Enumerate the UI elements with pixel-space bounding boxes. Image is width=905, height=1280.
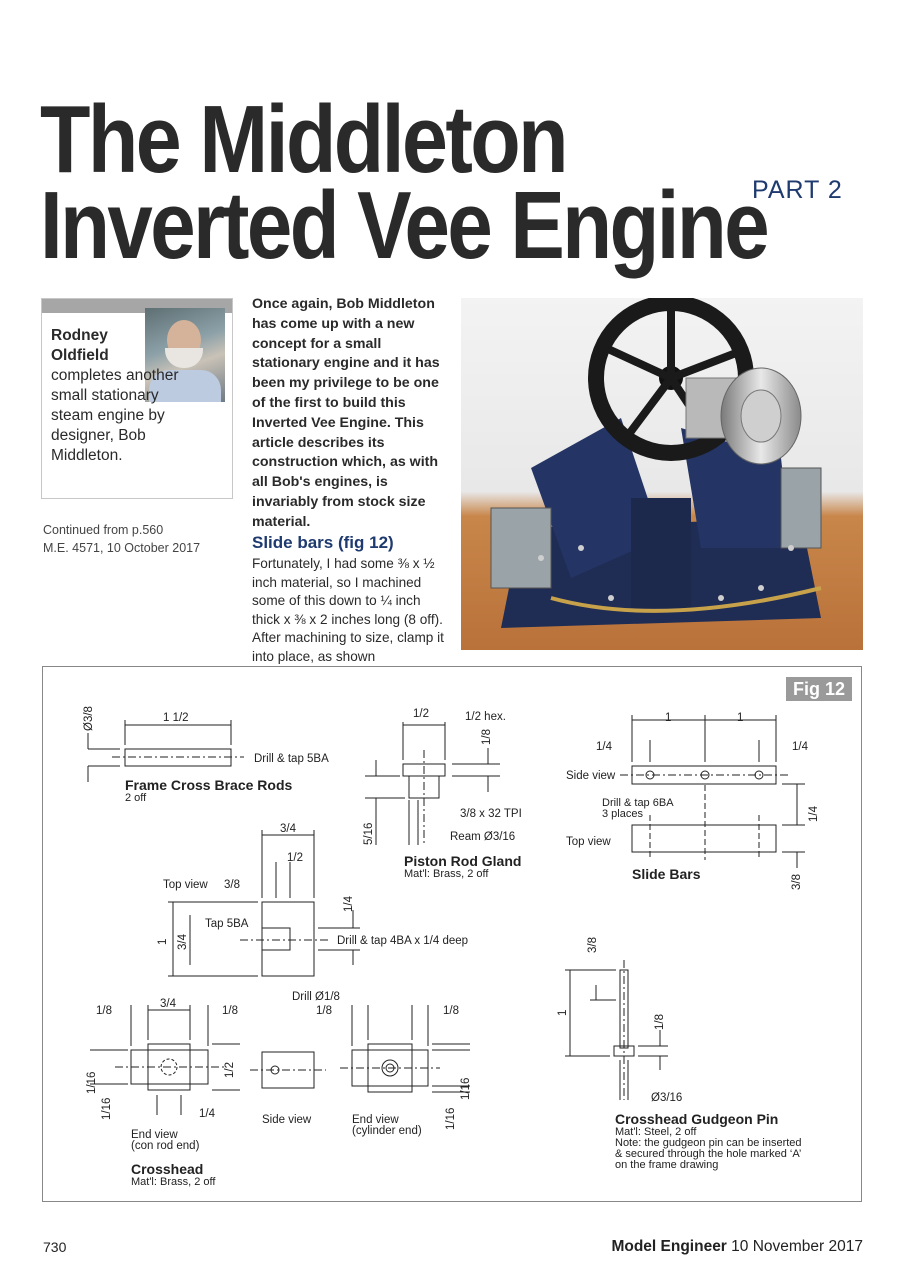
sb-side: Side view [566, 770, 616, 782]
figure-frame [42, 666, 862, 1202]
cht-d6: 3/4 [177, 934, 189, 950]
continued-line-1: Continued from p.560 [43, 523, 164, 537]
footer-date: 10 November 2017 [731, 1238, 863, 1255]
fcb-qty: 2 off [125, 792, 147, 804]
prg-mat: Mat'l: Brass, 2 off [404, 868, 489, 880]
gp-d2: 1 [557, 1009, 569, 1016]
author-first-name: Rodney [51, 327, 108, 344]
fcb-dim-dia: Ø3/8 [83, 706, 95, 731]
title-line-1: The Middleton [40, 86, 566, 193]
gp-title: Crosshead Gudgeon Pin [615, 1111, 779, 1127]
fcb-title: Frame Cross Brace Rods [125, 777, 293, 793]
gp-mat: Mat'l: Steel, 2 off [615, 1126, 697, 1138]
author-last-name: Oldfield [51, 347, 109, 364]
ch-title: Crosshead [131, 1161, 204, 1177]
prg-n2: Ream Ø3/16 [450, 831, 516, 843]
sb-d4: 1/4 [792, 741, 808, 753]
ch-d7: 1/4 [199, 1108, 215, 1120]
ch-side: Side view [262, 1114, 312, 1126]
continued-line-2: M.E. 4571, 10 October 2017 [43, 541, 201, 555]
ch-d8: 1/8 [316, 1005, 332, 1017]
intro-paragraph: Once again, Bob Middleton has come up with a new concept for a small stationary engine and it has been my privilege to be one of the first to build this Inverted Vee Engine. This article describes its construction which, as with all Bob's engines, is invariably from stock size material. [252, 296, 440, 530]
sb-top: Top view [566, 836, 611, 848]
title-line-2: Inverted Vee Engine [40, 172, 768, 279]
sb-d6: 3/8 [791, 874, 803, 890]
gp-note3: on the frame drawing [615, 1159, 719, 1171]
engine-photo [461, 298, 863, 650]
gp-d1: 3/8 [587, 937, 599, 953]
ch-d6: 1/16 [101, 1097, 113, 1120]
ch-end2a: End view [352, 1114, 399, 1126]
sb-n2: 3 places [602, 808, 643, 820]
ch-d4: 1/2 [224, 1062, 236, 1078]
page-number: 730 [43, 1239, 67, 1255]
sb-d1: 1 [665, 712, 672, 724]
ch-d9: 1/8 [443, 1005, 459, 1017]
section-body: Fortunately, I had some ⅜ x ½ inch material, so I machined some of this down to ¼ inch thick x ⅜ x 2 inches long (8 off). After machining to size, clamp it into place, as shown [252, 556, 444, 664]
cht-top: Top view [163, 879, 208, 891]
sb-n1: Drill & tap 6BA [602, 797, 674, 809]
gp-note1: Note: the gudgeon pin can be inserted [615, 1137, 802, 1149]
sb-d5: 1/4 [808, 806, 820, 822]
section-heading: Slide bars (fig 12) [252, 533, 394, 552]
footer-magazine: Model Engineer [611, 1238, 727, 1255]
fcb-dim-len: 1 1/2 [163, 712, 189, 724]
footer-credit [611, 1238, 863, 1256]
prg-d1: 1/2 [413, 708, 429, 720]
ch-end1b: (con rod end) [131, 1140, 200, 1152]
cht-d4: 1/4 [343, 896, 355, 912]
cht-d5: 1 [157, 938, 169, 945]
ch-d2: 3/4 [160, 998, 176, 1010]
cht-tap: Tap 5BA [205, 918, 249, 930]
cht-d1: 3/4 [280, 823, 296, 835]
ch-d3: 1/8 [222, 1005, 238, 1017]
prg-d3: 1/8 [481, 729, 493, 745]
ch-d5: 1/16 [86, 1071, 98, 1094]
prg-d4: 5/16 [363, 822, 375, 845]
part-label: PART 2 [752, 176, 843, 204]
ch-mat: Mat'l: Brass, 2 off [131, 1176, 216, 1188]
fcb-note: Drill & tap 5BA [254, 753, 329, 765]
ch-end2b: (cylinder end) [352, 1125, 422, 1137]
gp-d4: Ø3/16 [651, 1092, 683, 1104]
sb-d2: 1 [737, 712, 744, 724]
gp-note2: & secured through the hole marked ‘A’ [615, 1148, 802, 1160]
author-text [51, 326, 191, 466]
sb-title: Slide Bars [632, 866, 701, 882]
cht-d3: 3/8 [224, 879, 240, 891]
author-box [41, 298, 233, 499]
ch-d1: 1/8 [96, 1005, 112, 1017]
ch-end1a: End view [131, 1129, 178, 1141]
cht-drill2: Drill Ø1/8 [292, 991, 340, 1003]
prg-d2: 1/2 hex. [465, 711, 506, 723]
author-blurb: completes another small stationary steam engine by designer, Bob Middleton. [51, 367, 179, 464]
prg-title: Piston Rod Gland [404, 853, 522, 869]
figure-label: Fig 12 [786, 677, 852, 701]
sb-d3: 1/4 [596, 741, 612, 753]
continued-note [43, 521, 200, 557]
ch-d11: 1/16 [445, 1107, 457, 1130]
ch-d10: 1/16 [460, 1077, 472, 1100]
cht-drill: Drill & tap 4BA x 1/4 deep [337, 935, 469, 947]
gp-d3: 1/8 [654, 1014, 666, 1030]
prg-n1: 3/8 x 32 TPI [460, 808, 522, 820]
cht-d2: 1/2 [287, 852, 303, 864]
